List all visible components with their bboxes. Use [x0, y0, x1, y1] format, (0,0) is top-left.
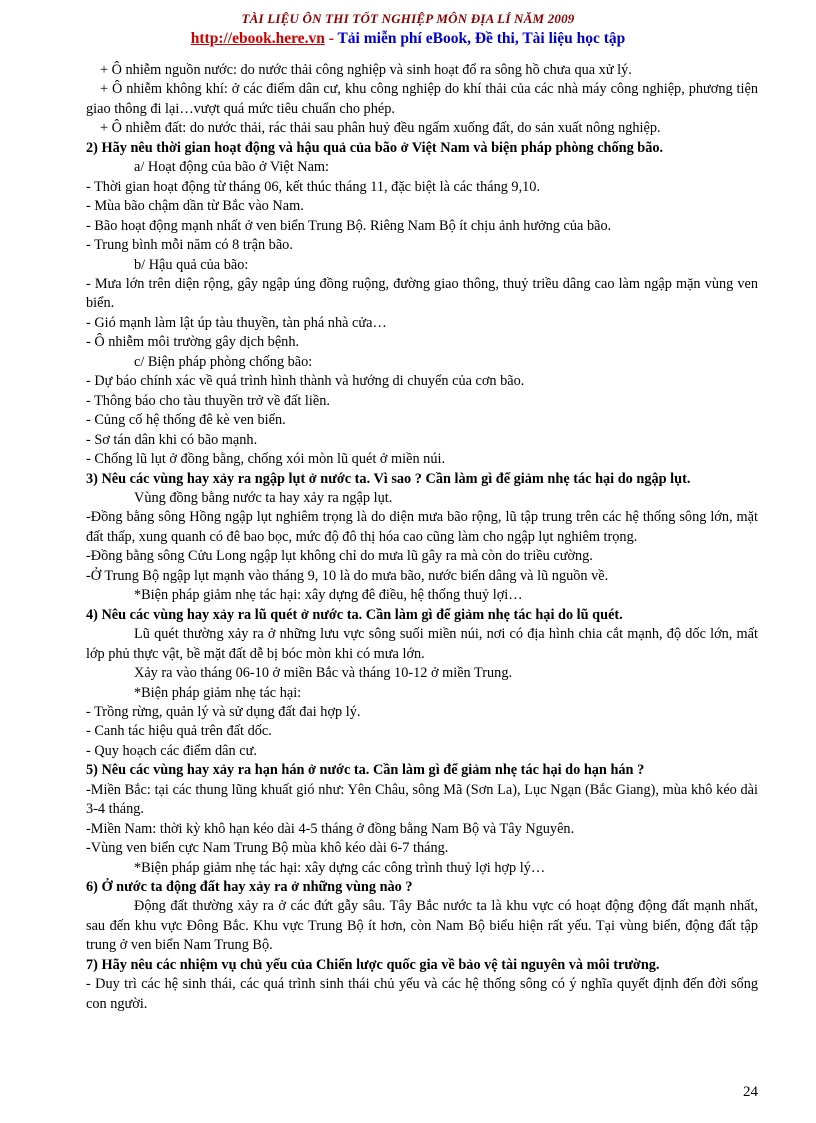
- header-subline: [0, 30, 816, 48]
- paragraph: Vùng đồng bằng nước ta hay xảy ra ngập lụt.: [134, 489, 393, 506]
- paragraph: - Chống lũ lụt ở đồng bằng, chống xói mòn lũ quét ở miền núi.: [86, 451, 446, 468]
- document-body: [86, 61, 758, 1014]
- paragraph: - Mùa bão chậm dần từ Bắc vào Nam.: [86, 198, 304, 215]
- paragraph: - Trồng rừng, quản lý và sử dụng đất đai hợp lý.: [86, 703, 361, 720]
- paragraph: - Trung bình mỗi năm có 8 trận bão.: [86, 237, 293, 254]
- section-heading: 4) Nêu các vùng hay xảy ra lũ quét ở nước ta. Cần làm gì để giảm nhẹ tác hại do lũ quét.: [86, 606, 623, 623]
- header-separator: -: [324, 30, 338, 47]
- paragraph: *Biện pháp giảm nhẹ tác hại: xây dựng đê điều, hệ thống thuỷ lợi…: [134, 587, 523, 604]
- section-heading: 7) Hãy nêu các nhiệm vụ chủ yếu của Chiến lược quốc gia về bảo vệ tài nguyên và môi trường.: [86, 956, 660, 973]
- paragraph: Động đất thường xảy ra ở các đứt gẫy sâu. Tây Bắc nước ta là khu vực có hoạt động động đất mạnh nhất, sau đến khu vực Đông Bắc. Khu vực Trung Bộ ít hơn, còn Nam Bộ biểu hiện rất yếu. Tại vùng biển, động đất tập trung ở ven biển Nam Trung Bộ.: [86, 898, 758, 954]
- paragraph: *Biện pháp giảm nhẹ tác hại:: [134, 684, 302, 701]
- paragraph: - Gió mạnh làm lật úp tàu thuyền, tàn phá nhà cửa…: [86, 314, 387, 331]
- paragraph: c/ Biện pháp phòng chống bão:: [134, 353, 313, 370]
- section-heading: 2) Hãy nêu thời gian hoạt động và hậu quả của bão ở Việt Nam và biện pháp phòng chống bão.: [86, 139, 664, 156]
- paragraph: - Củng cố hệ thống đê kè ven biển.: [86, 412, 286, 429]
- paragraph: - Quy hoạch các điểm dân cư.: [86, 742, 257, 759]
- paragraph: *Biện pháp giảm nhẹ tác hại: xây dựng các công trình thuỷ lợi hợp lý…: [134, 859, 546, 876]
- section-heading: 5) Nêu các vùng hay xảy ra hạn hán ở nước ta. Cần làm gì để giảm nhẹ tác hại do hạn hán ?: [86, 762, 645, 779]
- paragraph: -Miền Bắc: tại các thung lũng khuất gió như: Yên Châu, sông Mã (Sơn La), Lục Ngạn (Bắc Giang), mùa khô kéo dài 3-4 tháng.: [86, 781, 758, 818]
- paragraph: -Đồng bằng sông Hồng ngập lụt nghiêm trọng là do diện mưa bão rộng, lũ tập trung trên các hệ thống sông lớn, mặt đất thấp, xung quanh có đê bao bọc, mức độ đô thị hóa cao cũng làm cho ngập lụt nghiêm trọng.: [86, 509, 758, 545]
- paragraph: - Mưa lớn trên diện rộng, gây ngập úng đồng ruộng, đường giao thông, thuỷ triều dâng cao làm ngập mặn vùng ven biển.: [86, 275, 758, 312]
- paragraph: -Vùng ven biển cực Nam Trung Bộ mùa khô kéo dài 6-7 tháng.: [86, 840, 449, 857]
- paragraph: Lũ quét thường xảy ra ở những lưu vực sông suối miền núi, nơi có địa hình chia cắt mạnh, độ dốc lớn, mất lớp phủ thực vật, bề mặt đất dễ bị bóc mòn khi có mưa lớn.: [86, 626, 758, 662]
- paragraph: - Ô nhiễm môi trường gây dịch bệnh.: [86, 334, 300, 351]
- website-link[interactable]: http://ebook.here.vn: [190, 30, 325, 47]
- section-heading: 6) Ở nước ta động đất hay xảy ra ở những vùng nào ?: [86, 879, 413, 896]
- paragraph: - Sơ tán dân khi có bão mạnh.: [86, 431, 258, 448]
- paragraph: - Canh tác hiệu quả trên đất dốc.: [86, 723, 272, 740]
- page-number: 24: [743, 1084, 758, 1100]
- paragraph: - Bão hoạt động mạnh nhất ở ven biển Trung Bộ. Riêng Nam Bộ ít chịu ảnh hưởng của bão.: [86, 217, 612, 234]
- document-title: TÀI LIỆU ÔN THI TỐT NGHIỆP MÔN ĐỊA LÍ NĂM 2009: [241, 11, 575, 26]
- paragraph: + Ô nhiễm không khí: ở các điểm dân cư, khu công nghiệp do khí thải của các nhà máy công nghiệp, phương tiện giao thông đi lại…vượt quá mức tiêu chuẩn cho phép.: [86, 81, 758, 117]
- paragraph: a/ Hoạt động của bão ở Việt Nam:: [134, 159, 330, 176]
- paragraph: -Miền Nam: thời kỳ khô hạn kéo dài 4-5 tháng ở đồng bằng Nam Bộ và Tây Nguyên.: [86, 820, 575, 837]
- paragraph: + Ô nhiễm nguồn nước: do nước thải công nghiệp và sinh hoạt đổ ra sông hồ chưa qua xử lý.: [100, 62, 632, 78]
- paragraph: + Ô nhiễm đất: do nước thải, rác thải sau phân huỷ đều ngấm xuống đất, do sản xuất nông nghiệp.: [100, 120, 661, 137]
- paragraph: - Dự báo chính xác về quá trình hình thành và hướng di chuyển của cơn bão.: [86, 373, 525, 390]
- paragraph: - Thông báo cho tàu thuyền trở về đất liền.: [86, 392, 330, 409]
- section-heading: 3) Nêu các vùng hay xảy ra ngập lụt ở nước ta. Vì sao ? Cần làm gì để giảm nhẹ tác hại do ngập lụt.: [86, 470, 691, 487]
- paragraph: - Thời gian hoạt động từ tháng 06, kết thúc tháng 11, đặc biệt là các tháng 9,10.: [86, 178, 541, 195]
- paragraph: -Đồng bằng sông Cửu Long ngập lụt không chỉ do mưa lũ gây ra mà còn do triều cường.: [86, 548, 593, 565]
- paragraph: - Duy trì các hệ sinh thái, các quá trình sinh thái chủ yếu và các hệ thống sông có ý nghĩa quyết định đến đời sống con người.: [86, 976, 758, 1012]
- header-tagline: Tải miễn phí eBook, Đề thi, Tài liệu học tập: [337, 30, 626, 47]
- paragraph: Xảy ra vào tháng 06-10 ở miền Bắc và tháng 10-12 ở miền Trung.: [134, 665, 513, 682]
- paragraph: -Ở Trung Bộ ngập lụt mạnh vào tháng 9, 10 là do mưa bão, nước biển dâng và lũ nguồn về.: [86, 567, 609, 584]
- paragraph: b/ Hậu quả của bão:: [134, 256, 249, 273]
